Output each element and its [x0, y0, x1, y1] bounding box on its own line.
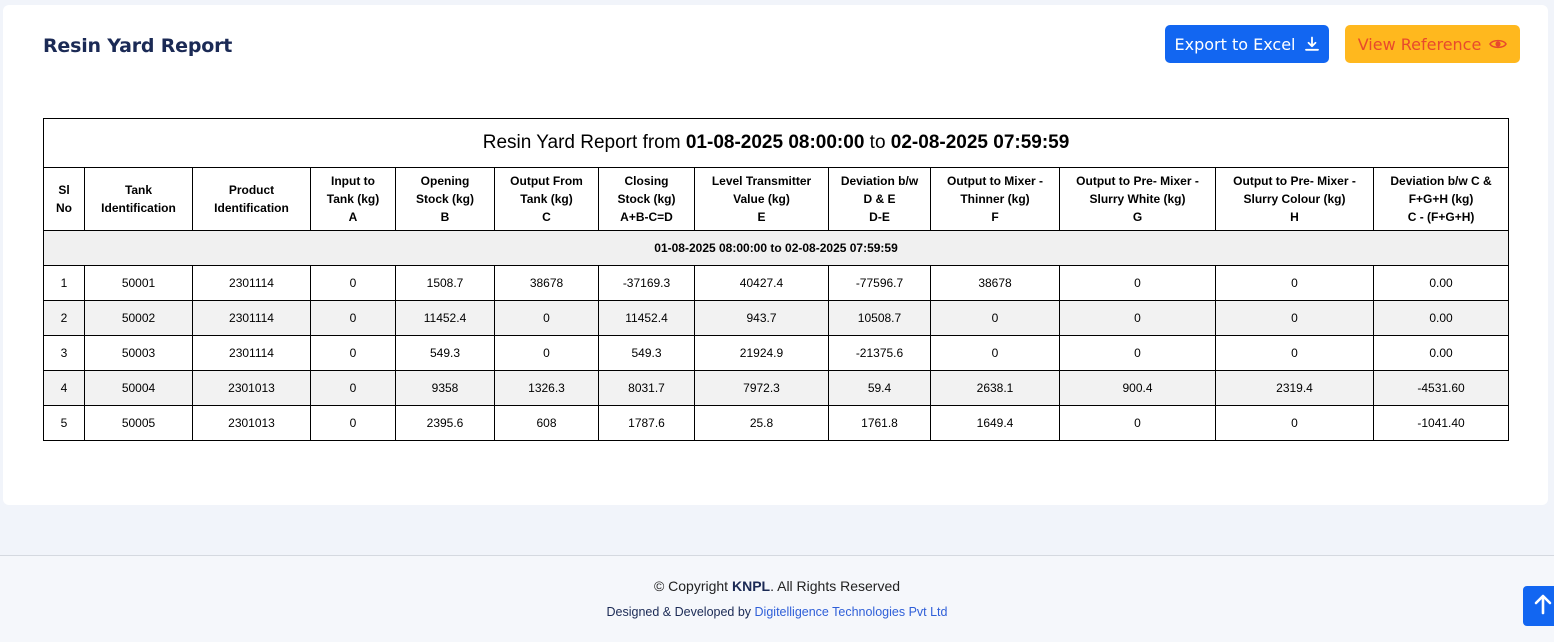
column-header: Deviation b/w C & F+G+H (kg) C - (F+G+H) [1374, 168, 1509, 231]
table-cell: 2301114 [193, 301, 311, 336]
table-cell: 40427.4 [695, 266, 829, 301]
table-cell: 0 [1216, 266, 1374, 301]
table-row [44, 336, 1509, 371]
column-header: Output From Tank (kg) C [495, 168, 599, 231]
table-row [44, 406, 1509, 441]
column-header: Input to Tank (kg) A [311, 168, 396, 231]
table-cell: 50002 [85, 301, 193, 336]
table-cell: 549.3 [396, 336, 495, 371]
table-cell: 0 [311, 301, 396, 336]
table-cell: 11452.4 [599, 301, 695, 336]
table-cell: 0 [311, 336, 396, 371]
export-to-excel-button[interactable] [1165, 25, 1329, 63]
table-cell: 2301114 [193, 266, 311, 301]
company-name: KNPL [731, 578, 771, 594]
table-cell: 0 [311, 406, 396, 441]
table-cell: -21375.6 [829, 336, 931, 371]
table-cell: 0 [1216, 336, 1374, 371]
table-cell: 1 [44, 266, 85, 301]
table-cell: 2301013 [193, 371, 311, 406]
table-cell: 59.4 [829, 371, 931, 406]
table-cell: 4 [44, 371, 85, 406]
developer-link[interactable]: Digitelligence Technologies Pvt Ltd [754, 605, 948, 619]
report-to: 02-08-2025 07:59:59 [890, 132, 1070, 153]
table-cell: 1649.4 [931, 406, 1060, 441]
scroll-to-top-button[interactable] [1523, 586, 1554, 626]
table-cell: 1787.6 [599, 406, 695, 441]
column-header: Output to Pre- Mixer - Slurry Colour (kg) H [1216, 168, 1374, 231]
table-cell: 1508.7 [396, 266, 495, 301]
table-cell: 0.00 [1374, 301, 1509, 336]
export-label: Export to Excel [1174, 34, 1296, 54]
table-cell: 1761.8 [829, 406, 931, 441]
table-cell: -1041.40 [1374, 406, 1509, 441]
report-title: Resin Yard Report from 01-08-2025 08:00:00 to 02-08-2025 07:59:59 [44, 119, 1509, 168]
table-row [44, 371, 1509, 406]
page-title: Resin Yard Report [43, 35, 233, 57]
view-reference-button[interactable] [1345, 25, 1520, 63]
table-cell: 8031.7 [599, 371, 695, 406]
table-cell: 5 [44, 406, 85, 441]
report-card [3, 5, 1548, 505]
column-header: Sl No [44, 168, 85, 231]
table-cell: 25.8 [695, 406, 829, 441]
resin-yard-table [43, 118, 1509, 441]
table-cell: 0 [1216, 406, 1374, 441]
column-header: Product Identification [193, 168, 311, 231]
table-cell: 3 [44, 336, 85, 371]
table-cell: 0 [931, 336, 1060, 371]
table-cell: 943.7 [695, 301, 829, 336]
column-header: Level Transmitter Value (kg) E [695, 168, 829, 231]
table-cell: 0 [1060, 266, 1216, 301]
table-cell: -77596.7 [829, 266, 931, 301]
view-label: View Reference [1357, 34, 1482, 54]
column-header: Output to Pre- Mixer - Slurry White (kg) G [1060, 168, 1216, 231]
column-header: Output to Mixer - Thinner (kg) F [931, 168, 1060, 231]
table-cell: 50005 [85, 406, 193, 441]
table-row [44, 301, 1509, 336]
table-cell: 549.3 [599, 336, 695, 371]
table-cell: 2 [44, 301, 85, 336]
download-icon [1304, 36, 1320, 52]
column-header-row [44, 168, 1509, 231]
table-cell: 11452.4 [396, 301, 495, 336]
eye-icon [1489, 37, 1507, 51]
table-cell: 2638.1 [931, 371, 1060, 406]
arrow-up-icon [1533, 593, 1553, 620]
table-cell: 9358 [396, 371, 495, 406]
report-from: 01-08-2025 08:00:00 [685, 132, 865, 153]
table-cell: 2301013 [193, 406, 311, 441]
table-cell: 0.00 [1374, 336, 1509, 371]
table-cell: -4531.60 [1374, 371, 1509, 406]
table-cell: 2319.4 [1216, 371, 1374, 406]
table-cell: 0 [311, 266, 396, 301]
table-cell: 2301114 [193, 336, 311, 371]
table-cell: 0 [495, 336, 599, 371]
table-cell: 608 [495, 406, 599, 441]
table-cell: 0 [1060, 406, 1216, 441]
table-cell: 900.4 [1060, 371, 1216, 406]
table-cell: 0.00 [1374, 266, 1509, 301]
table-cell: 50003 [85, 336, 193, 371]
column-header: Tank Identification [85, 168, 193, 231]
table-cell: 0 [931, 301, 1060, 336]
table-row [44, 266, 1509, 301]
table-cell: -37169.3 [599, 266, 695, 301]
table-cell: 0 [1060, 301, 1216, 336]
table-cell: 50004 [85, 371, 193, 406]
table-cell: 7972.3 [695, 371, 829, 406]
table-cell: 1326.3 [495, 371, 599, 406]
footer [0, 555, 1554, 642]
copyright-text: © Copyright KNPL. All Rights Reserved [653, 578, 901, 594]
table-cell: 21924.9 [695, 336, 829, 371]
table-cell: 38678 [931, 266, 1060, 301]
column-header: Closing Stock (kg) A+B-C=D [599, 168, 695, 231]
table-cell: 0 [495, 301, 599, 336]
table-cell: 0 [1060, 336, 1216, 371]
designed-by-text: Designed & Developed by Digitelligence Technologies Pvt Ltd [606, 605, 948, 619]
table-cell: 0 [1216, 301, 1374, 336]
table-cell: 0 [311, 371, 396, 406]
column-header: Deviation b/w D & E D-E [829, 168, 931, 231]
table-cell: 38678 [495, 266, 599, 301]
table-cell: 2395.6 [396, 406, 495, 441]
table-cell: 50001 [85, 266, 193, 301]
date-range-row: 01-08-2025 08:00:00 to 02-08-2025 07:59:59 [44, 231, 1509, 266]
column-header: Opening Stock (kg) B [396, 168, 495, 231]
table-cell: 10508.7 [829, 301, 931, 336]
